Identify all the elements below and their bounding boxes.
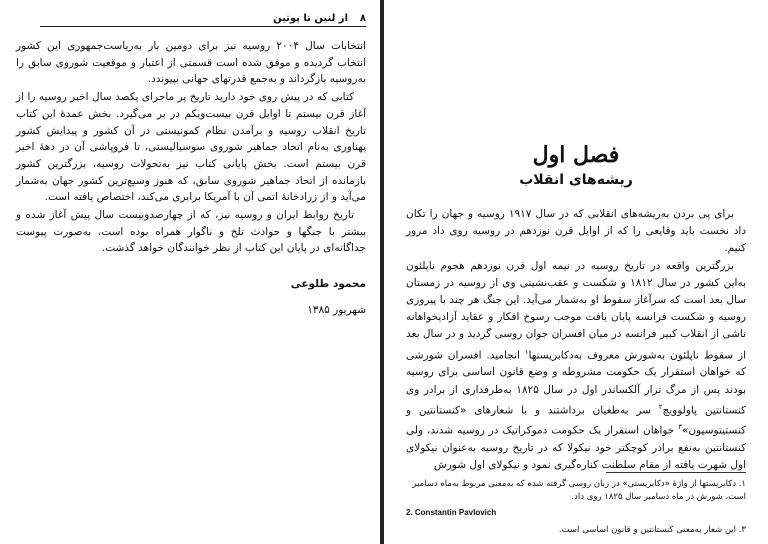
paragraph: انتخابات سال ۲۰۰۴ روسیه نیز برای دومین بار به‌ریاست‌جمهوری این کشور انتخاب گردیده و موفق شده است قسمتی از اعتبار و موقعیت شوروی سابق را به‌روسیه بازگرداند و به‌جمع قدرتهای جهانی بپیوندد. [16,40,366,86]
author-signature [291,276,366,319]
right-page [384,0,768,544]
page-number: ۸ [359,13,366,24]
chapter-subtitle: ریشه‌های انقلاب [519,172,633,188]
footnote: ۳. این شعار به‌معنی کنستانتین و قانون اساسی است. [558,524,746,535]
running-title: از لنین تا پوتین [273,13,348,24]
paragraph-text: انجامید. افسران شورشی که خواهان استقرار یک حکومت مشروطه و وضع قانون اساسی برای روسیه بودند پس از مرگ تزار آلکساندر اول در سال ۱۸۲۵ به‌طرفداری از برادر وی کنستانتین پاولوویچ [406,349,746,417]
paragraph: برای پی بردن به‌ریشه‌های انقلابی که در سال ۱۹۱۷ روسیه و جهان را تکان داد نخست باید وقایعی را که از اوایل قرن نوزدهم در روسیه روی داد مرور کنیم. [406,208,746,255]
footnote-mark: ۳ [678,423,682,432]
paragraph: تاریخ روابط ایران و روسیه نیز، که از چهارصدوبیست سال پیش آغاز شده و بیشتر با جنگها و حوادث تلخ و ناگوار همراه بوده است، به‌صورت پیوست جداگانه‌ای در پایان این کتاب از نظر خوانندگان خواهد گذشت. [16,209,366,255]
paragraph-text: سر به‌طغیان برداشتند و با شعارهای «کنستانتین و کنستیتوسیون» [406,404,746,437]
footnote: 2. Constantin Pavlovich [406,508,497,517]
footnote: ۱. دکابریستها از واژهٔ «دکابریستی» در زبان روسی گرفته شده که به‌معنی مربوط به‌ماه دسامبر است، شورش در ماه دسامبر سال ۱۸۲۵ روی داد. [412,479,746,502]
left-body-text [16,38,366,258]
paragraph-text: بزرگترین واقعه در تاریخ روسیه در نیمه اول قرن نوزدهم هجوم ناپلئون به‌این کشور در سال ۱۸۱۲ و شکست و عقب‌نشینی وی از روسیه در زمستان سال بعد است که سرآغاز سقوط او به‌شمار می‌آید. این جنگ هر چند با پیروزی روسیه و شکست فرانسه پایان یافت موجب رسوخ افکار و عقاید آزادیخواهانه ناشی از انقلاب کبیر فرانسه در میان افسران جوان روسی گردید و در سال بعد از سقوط ناپلئون به‌شورش معروف به‌دکابریستها [406,259,747,362]
author-name: محمود طلوعی [290,278,366,290]
paragraph-text: خواهان استقرار یک حکومت دموکراتیک در روسیه شدند، ولی کنستانتین به‌نفع برادر کوچکتر خود نیکولا که در تاریخ روسیه به‌عنوان نیکولای اول شهرت یافته از مقام سلطنت کناره‌گیری نمود و نیکولای اول شورش [406,424,746,472]
paragraph: کتابی که در پیش روی خود دارید تاریخ پر ماجرای یکصد سال اخیر روسیه را از آغاز قرن بیستم تا اوایل قرن بیست‌ویکم در بر می‌گیرد. بخش عمدهٔ این کتاب تاریخ انقلاب روسیه و برآمدن نظام کمونیستی در آن کشور و پیدایش کشور پهناوری به‌نام اتحاد جماهیر شوروی سوسیالیستی، تا فروپاشی آن در دههٔ اخیر قرن بیستم است. بخش پایانی کتاب نیز به‌تحولات روسیه، بزرگترین کشور بازمانده از اتحاد جماهیر شوروی سابق، که هنوز وسیع‌ترین کشور جهان به‌شمار می‌آید و از زرادخانهٔ اتمی آن با آمریکا برابری می‌کند، اختصاص یافته است. [16,91,366,204]
paragraph [406,258,746,475]
footnotes [406,478,746,536]
footnote-rule [606,472,746,473]
footnote-mark: ۲ [658,402,663,411]
left-page [0,0,380,544]
right-body-text [406,206,746,475]
chapter-title: فصل اول [532,142,620,168]
running-header [40,12,366,27]
footnote-mark: ۱ [524,347,529,356]
signature-date: شهریور ۱۳۸۵ [307,304,366,316]
